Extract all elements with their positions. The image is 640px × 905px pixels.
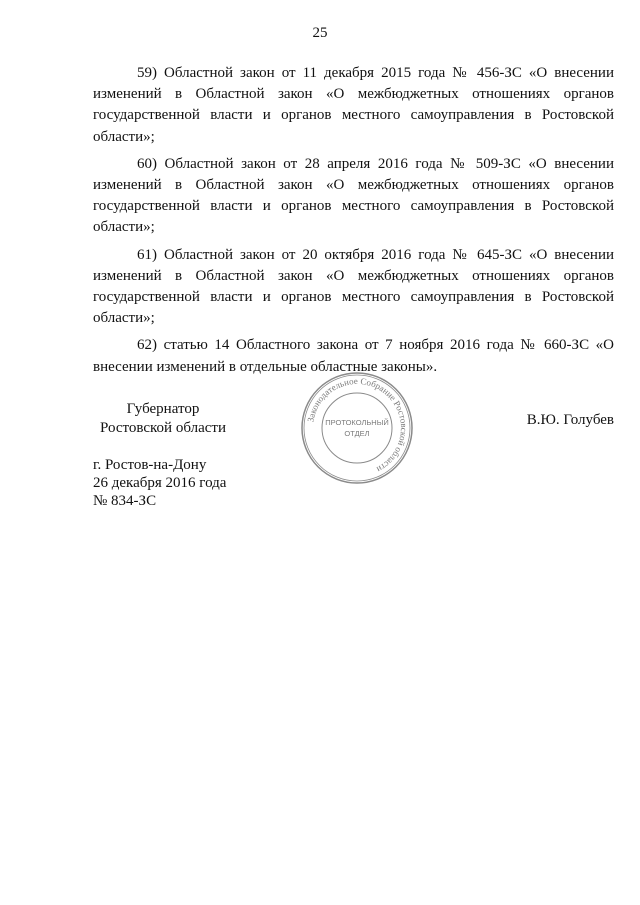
law-item-61: 61) Областной закон от 20 октября 2016 года № 645-ЗС «О внесении изменений в Областной закон «О межбюджетных отношениях органов государственной власти и органов местного самоуправления в Ростовской области»; [93,246,614,327]
law-number: № 834-ЗС [93,493,157,509]
stamp-inner-line2: ОТДЕЛ [344,429,370,438]
stamp-inner-line1: ПРОТОКОЛЬНЫЙ [325,418,389,427]
governor-name: В.Ю. Голубев [526,412,614,428]
stamp-outer-text: Законодательное Собрание Ростовской области [305,375,410,475]
city: г. Ростов-на-Дону [93,457,207,473]
governor-title-line2: Ростовской области [100,420,226,436]
law-item-60: 60) Областной закон от 28 апреля 2016 года № 509-ЗС «О внесении изменений в Областной закон «О межбюджетных отношениях органов государственной власти и органов местного самоуправления в Ростовской области»; [93,155,614,236]
place-date [93,456,226,510]
official-stamp [299,370,415,486]
governor-title-line1: Губернатор [126,401,200,417]
page-number: 25 [312,25,328,41]
governor-title [93,400,233,438]
law-item-59: 59) Областной закон от 11 декабря 2015 года № 456-ЗС «О внесении изменений в Областной закон «О межбюджетных отношениях органов государственной власти и органов местного самоуправления в Ростовской области»; [93,65,614,145]
law-date: 26 декабря 2016 года [93,475,227,491]
law-list [93,63,614,384]
signature-block [93,375,614,510]
law-item-62: 62) статью 14 Областного закона от 7 ноября 2016 года № 660-ЗС «О внесении изменений в отдельные областные законы». [93,337,614,375]
